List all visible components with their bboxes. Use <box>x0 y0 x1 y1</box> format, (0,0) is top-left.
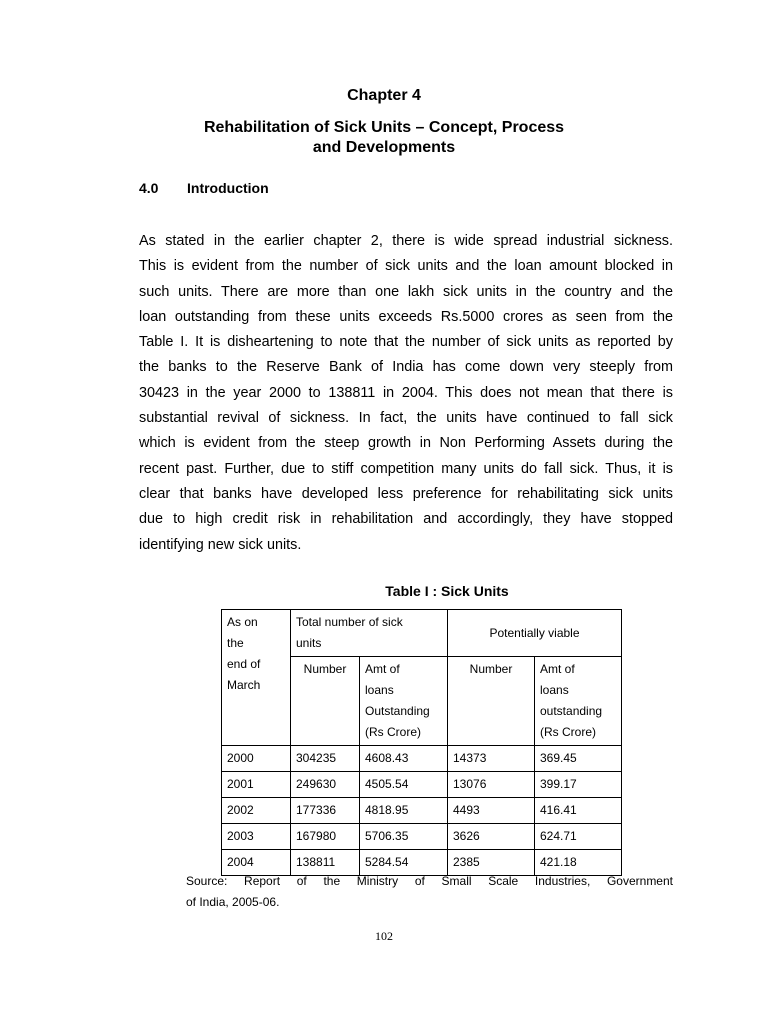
table-cell: 4493 <box>448 798 535 824</box>
table-cell: 2004 <box>222 850 291 876</box>
header-amt-outstanding <box>360 657 448 746</box>
paragraph-line: loan outstanding from these units exceeds Rs.5000 crores as seen from the <box>139 308 673 325</box>
header-viable-amt <box>535 657 622 746</box>
paragraph-line: such units. There are more than one lakh sick units in the country and the <box>139 283 673 300</box>
page-number: 102 <box>375 929 393 943</box>
table-cell: 304235 <box>291 746 360 772</box>
table-row <box>222 746 622 772</box>
header-text: March <box>227 678 261 692</box>
header-as-on <box>222 610 291 746</box>
table-cell: 4608.43 <box>360 746 448 772</box>
table-cell: 5284.54 <box>360 850 448 876</box>
header-text: Outstanding <box>365 704 430 718</box>
table-header-row <box>222 610 622 657</box>
paragraph-line: recent past. Further, due to stiff competition many units do fall sick. Thus, it is <box>139 460 673 477</box>
header-total-group <box>291 610 448 657</box>
sick-units-table <box>221 609 622 876</box>
header-text: loans <box>540 683 569 697</box>
source-line: Source: Report of the Ministry of Small Scale Industries, Government <box>186 874 673 888</box>
table-cell: 369.45 <box>535 746 622 772</box>
paragraph-line: clear that banks have developed less preference for rehabilitating sick units <box>139 485 673 502</box>
table-cell: 624.71 <box>535 824 622 850</box>
table-row <box>222 772 622 798</box>
paragraph-line: substantial revival of sickness. In fact, the units have continued to fall sick <box>139 410 673 427</box>
paragraph-line: Table I. It is disheartening to note that the number of sick units as reported by <box>139 334 673 351</box>
table-cell: 5706.35 <box>360 824 448 850</box>
introduction-paragraph <box>139 229 673 558</box>
table-cell: 399.17 <box>535 772 622 798</box>
header-text: Total number of sick <box>296 615 403 629</box>
chapter-title <box>0 118 768 158</box>
paragraph-line: which is evident from the steep growth in Non Performing Assets during the <box>139 435 673 452</box>
header-text: (Rs Crore) <box>365 725 421 739</box>
header-viable-group: Potentially viable <box>448 610 622 657</box>
header-text: Amt of <box>540 662 575 676</box>
table-cell: 177336 <box>291 798 360 824</box>
header-text: the <box>227 636 244 650</box>
table-cell: 13076 <box>448 772 535 798</box>
table-cell: 4505.54 <box>360 772 448 798</box>
table-row <box>222 824 622 850</box>
table-cell: 2000 <box>222 746 291 772</box>
chapter-title-line: and Developments <box>312 139 456 156</box>
paragraph-line: 30423 in the year 2000 to 138811 in 2004. This does not mean that there is <box>139 384 673 401</box>
table-cell: 167980 <box>291 824 360 850</box>
header-text: units <box>296 636 322 650</box>
paragraph-line: due to high credit risk in rehabilitation and accordingly, they have stopped <box>139 511 673 528</box>
source-line: of India, 2005-06. <box>186 895 280 909</box>
table-cell: 249630 <box>291 772 360 798</box>
chapter-heading: Chapter 4 <box>347 87 421 104</box>
table-cell: 3626 <box>448 824 535 850</box>
paragraph-line: As stated in the earlier chapter 2, there is wide spread industrial sickness. <box>139 233 673 249</box>
table-cell: 2002 <box>222 798 291 824</box>
paragraph-line: identifying new sick units. <box>139 536 302 553</box>
table-cell: 421.18 <box>535 850 622 876</box>
header-viable-number: Number <box>448 657 535 746</box>
table-cell: 2001 <box>222 772 291 798</box>
table-caption: Table I : Sick Units <box>385 583 509 599</box>
table-cell: 138811 <box>291 850 360 876</box>
chapter-title-line: Rehabilitation of Sick Units – Concept, Process <box>203 119 565 136</box>
table-row <box>222 798 622 824</box>
section-number: 4.0 <box>139 180 159 196</box>
source-note <box>186 871 673 913</box>
header-text: As on <box>227 615 258 629</box>
header-text: (Rs Crore) <box>540 725 596 739</box>
table-cell: 416.41 <box>535 798 622 824</box>
table-cell: 4818.95 <box>360 798 448 824</box>
section-heading <box>139 180 269 196</box>
header-text: loans <box>365 683 394 697</box>
header-text: Amt of <box>365 662 400 676</box>
section-title: Introduction <box>187 180 269 196</box>
table-cell: 2385 <box>448 850 535 876</box>
header-text: end of <box>227 657 261 671</box>
paragraph-line: This is evident from the number of sick units and the loan amount blocked in <box>139 258 673 275</box>
paragraph-line: the banks to the Reserve Bank of India has come down very steeply from <box>139 359 673 376</box>
header-number: Number <box>291 657 360 746</box>
table-cell: 2003 <box>222 824 291 850</box>
table-cell: 14373 <box>448 746 535 772</box>
header-text: outstanding <box>540 704 603 718</box>
